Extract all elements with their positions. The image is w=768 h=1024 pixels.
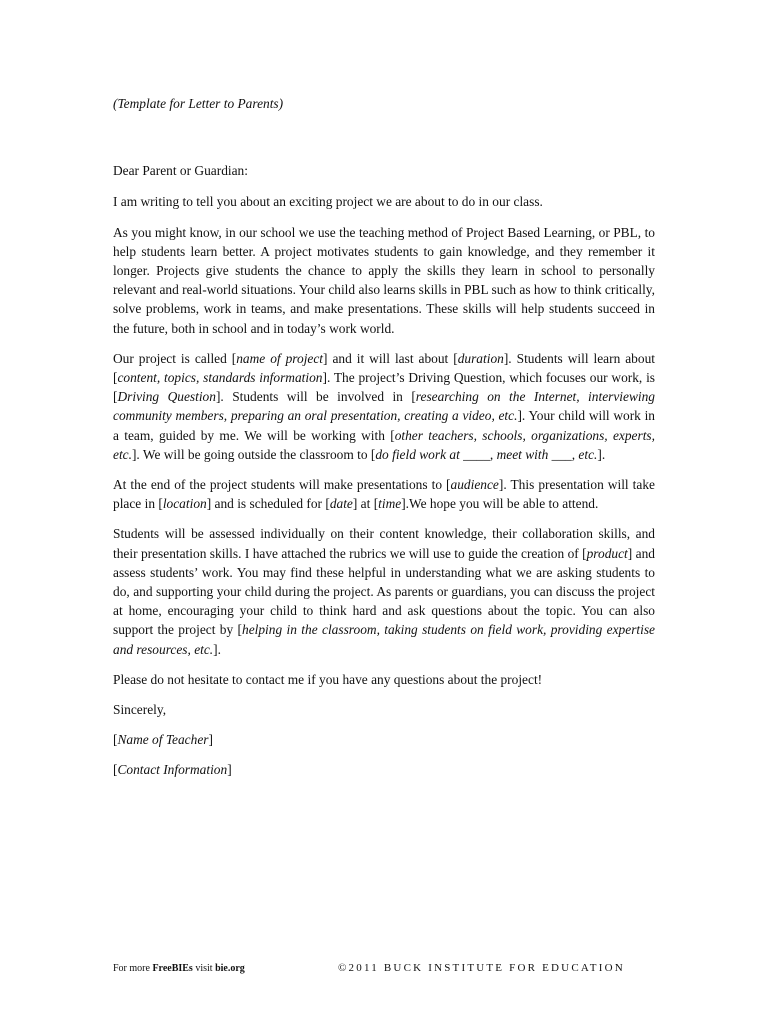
- placeholder-date: date: [329, 496, 353, 512]
- bracket: [: [113, 762, 118, 778]
- placeholder-audience: audience: [450, 477, 499, 493]
- project-text: ]. Your child will work in a team, guided by me. We will be working with [: [113, 408, 655, 443]
- assessment-paragraph: [113, 524, 655, 658]
- presentation-text: ].We hope you will be able to attend.: [401, 496, 599, 512]
- project-text: Our project is called [: [113, 350, 237, 366]
- placeholder-partners: other teachers, schools, organizations, experts, etc.: [113, 427, 655, 462]
- footer-text: For more: [113, 963, 153, 974]
- footer-freebies: FreeBIEs: [152, 963, 193, 974]
- intro-paragraph: I am writing to tell you about an exciting project we are about to do in our class.: [113, 194, 543, 210]
- presentation-text: ]. This presentation will take place in [: [113, 477, 655, 512]
- bracket: ]: [227, 762, 232, 778]
- project-text: ].: [597, 446, 606, 462]
- presentation-text: ] at [: [352, 496, 379, 512]
- placeholder-content: content, topics, standards information: [117, 370, 323, 386]
- letter-body: [113, 94, 655, 780]
- presentation-paragraph: [113, 475, 655, 513]
- contact-info-line: [113, 760, 655, 779]
- pbl-paragraph: As you might know, in our school we use the teaching method of Project Based Learning, or PBL, to help students learn better. A project motivates students to gain knowledge, and they remember it longer. Projects give students the chance to apply the skills they learn in school to personally relevant and real-world situations. Your child also learns skills in PBL such as how to think critically, solve problems, work in teams, and make presentations. These skills will help students succeed in the future, both in school and in today’s work world.: [113, 224, 655, 336]
- project-text: ] and it will last about [: [323, 350, 458, 366]
- placeholder-teacher-name: Name of Teacher: [117, 732, 209, 748]
- placeholder-activities: researching on the Internet, interviewing community members, preparing an oral presentation, creating a video, etc.: [113, 389, 655, 424]
- closing: Sincerely,: [113, 702, 167, 718]
- footer-site-link[interactable]: bie.org: [215, 963, 245, 974]
- project-text: ]. Students will learn about [: [113, 350, 655, 386]
- placeholder-support: helping in the classroom, taking students on field work, providing expertise and resources, etc.: [113, 622, 655, 657]
- assessment-text: ].: [213, 641, 221, 657]
- bracket: ]: [208, 732, 213, 748]
- bracket: [: [113, 732, 118, 748]
- footer-freebies-note: [113, 963, 245, 974]
- salutation: Dear Parent or Guardian:: [113, 163, 248, 179]
- teacher-name-line: [113, 730, 655, 749]
- footer-text: visit: [192, 963, 216, 974]
- contact-paragraph: Please do not hesitate to contact me if you have any questions about the project!: [113, 671, 543, 687]
- placeholder-location: location: [162, 496, 207, 512]
- presentation-text: ] and is scheduled for [: [206, 496, 330, 512]
- placeholder-contact-info: Contact Information: [117, 762, 228, 778]
- placeholder-name-of-project: name of project: [236, 350, 324, 366]
- project-text: ]. The project’s Driving Question, which focuses our work, is [: [113, 370, 655, 405]
- template-note: (Template for Letter to Parents): [113, 96, 284, 111]
- placeholder-driving-question: Driving Question: [117, 389, 216, 405]
- project-text: ]. We will be going outside the classroom to [: [131, 446, 376, 462]
- assessment-text: Students will be assessed individually on their content knowledge, their collaboration skills, and their presentation skills. I have attached the rubrics we will use to guide the creation of [: [113, 526, 655, 561]
- project-text: ]. Students will be involved in [: [215, 389, 416, 405]
- project-paragraph: [113, 349, 655, 464]
- placeholder-duration: duration: [457, 350, 504, 366]
- placeholder-product: product: [586, 545, 628, 561]
- assessment-text: ] and assess students’ work. You may find these helpful in understanding what we are asking students to do, and supporting your child during the project. As parents or guardians, you can discuss the project at home, encouraging your child to think hard and ask questions about the topic. You can also support the project by [: [113, 545, 655, 638]
- placeholder-time: time: [378, 496, 402, 512]
- footer-copyright: ©2011 BUCK INSTITUTE FOR EDUCATION: [338, 962, 625, 974]
- presentation-text: At the end of the project students will make presentations to [: [113, 477, 451, 493]
- placeholder-field-work: do field work at ____, meet with ___, etc.: [375, 446, 598, 462]
